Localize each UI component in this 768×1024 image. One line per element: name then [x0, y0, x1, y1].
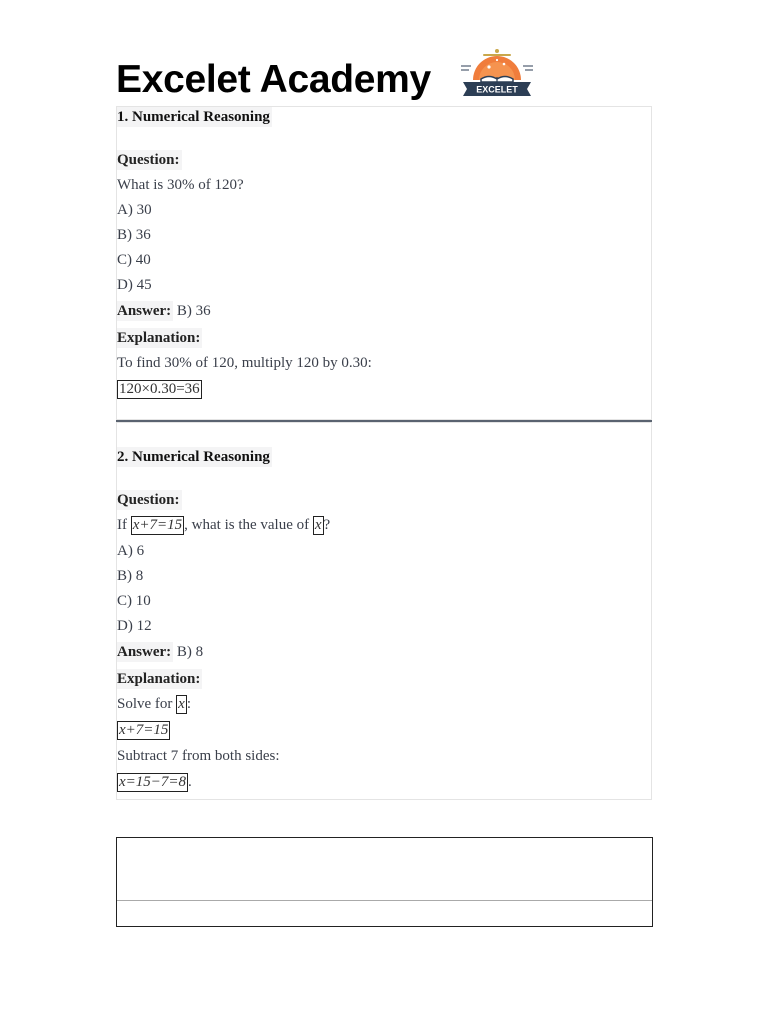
- excelet-logo: [459, 46, 535, 102]
- empty-text-box: [116, 837, 653, 927]
- explanation-formula-2: x=15−7=8 .: [119, 774, 192, 790]
- option-c: C) 40: [117, 252, 151, 268]
- question-title: 2. Numerical Reasoning: [117, 449, 270, 465]
- explanation-formula-1: x+7=15: [119, 722, 169, 738]
- page-header: [116, 52, 535, 108]
- svg-text:EXCELET: EXCELET: [476, 84, 518, 95]
- option-d: D) 45: [117, 277, 152, 293]
- question-title: 1. Numerical Reasoning: [117, 109, 270, 125]
- explanation-step: Subtract 7 from both sides:: [117, 748, 280, 764]
- explanation-text: To find 30% of 120, multiply 120 by 0.30:: [117, 355, 372, 371]
- option-b: B) 36: [117, 227, 151, 243]
- option-c: C) 10: [117, 593, 151, 609]
- question-card-1: [116, 106, 652, 420]
- explanation-label: Explanation:: [117, 671, 201, 687]
- explanation-text: Solve for x :: [117, 696, 192, 712]
- question-label: Question:: [117, 492, 180, 508]
- option-a: A) 6: [117, 543, 145, 559]
- explanation-label: Explanation:: [117, 330, 201, 346]
- question-label: Question:: [117, 152, 180, 168]
- question-text: What is 30% of 120?: [117, 177, 244, 193]
- answer-line: Answer: B) 36: [117, 303, 211, 319]
- option-b: B) 8: [117, 568, 144, 584]
- explanation-formula: 120×0.30=36: [119, 381, 200, 397]
- option-d: D) 12: [117, 618, 152, 634]
- question-text: If x+7=15 , what is the value of x ?: [117, 517, 331, 533]
- option-a: A) 30: [117, 202, 152, 218]
- page-title: Excelet Academy: [116, 58, 431, 101]
- question-card-2: [116, 422, 652, 800]
- answer-line: Answer: B) 8: [117, 644, 204, 660]
